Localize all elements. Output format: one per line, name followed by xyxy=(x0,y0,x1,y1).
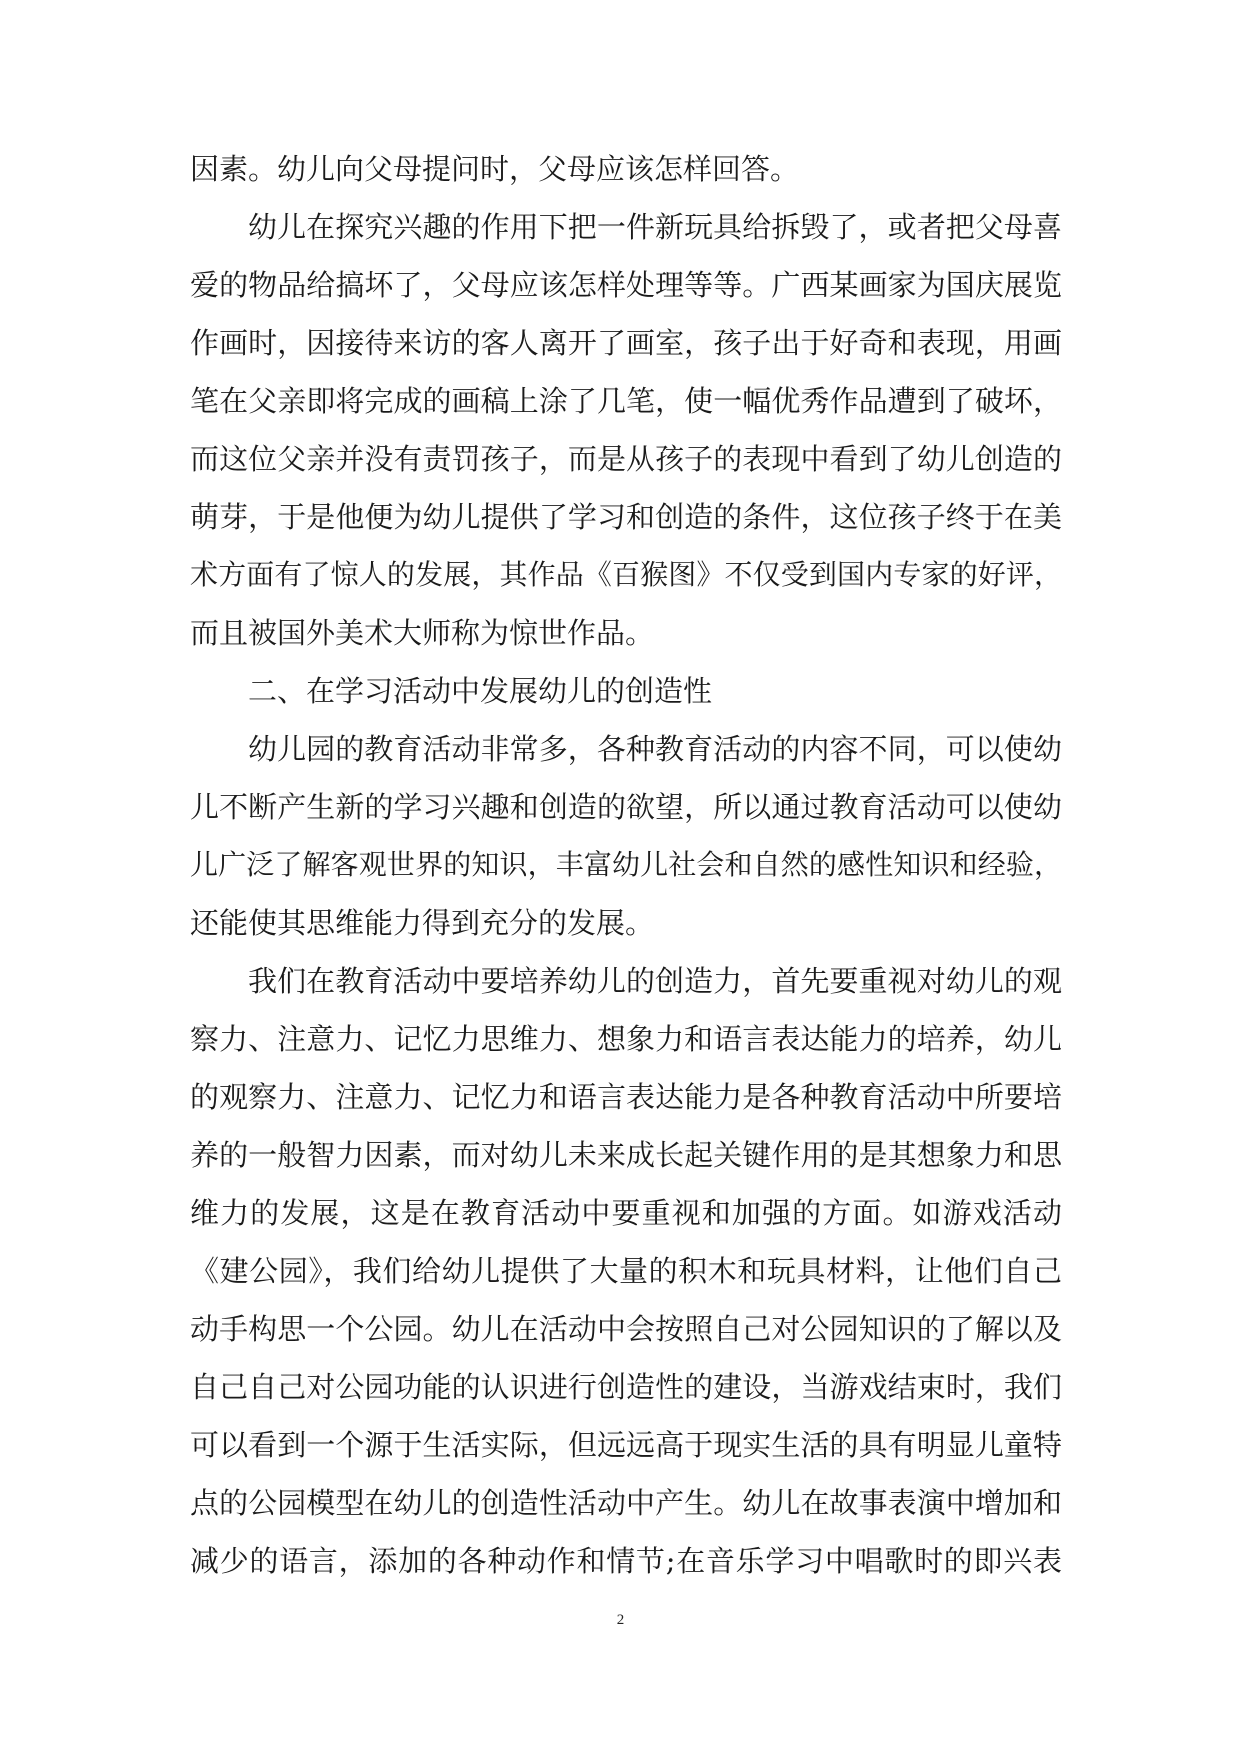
text-line: 术方面有了惊人的发展，其作品《百猴图》不仅受到国内专家的好评， xyxy=(190,558,1062,591)
text-line: 因素。幼儿向父母提问时，父母应该怎样回答。 xyxy=(190,152,800,186)
text-line: 可以看到一个源于生活实际，但远远高于现实生活的具有明显儿童特 xyxy=(190,1428,1062,1462)
text-line: 减少的语言，添加的各种动作和情节;在音乐学习中唱歌时的即兴表 xyxy=(190,1544,1062,1578)
text-line: 还能使其思维能力得到充分的发展。 xyxy=(190,906,655,940)
text-line: 儿广泛了解客观世界的知识，丰富幼儿社会和自然的感性知识和经验， xyxy=(190,848,1062,881)
text-line: 幼儿在探究兴趣的作用下把一件新玩具给拆毁了，或者把父母喜 xyxy=(248,210,1062,244)
text-line: 《建公园》，我们给幼儿提供了大量的积木和玩具材料，让他们自己 xyxy=(190,1254,1062,1288)
text-line: 自己自己对公园功能的认识进行创造性的建设，当游戏结束时，我们 xyxy=(190,1370,1062,1404)
document-body xyxy=(190,140,1062,1590)
text-line: 而这位父亲并没有责罚孩子，而是从孩子的表现中看到了幼儿创造的 xyxy=(190,442,1062,476)
text-line: 察力、注意力、记忆力思维力、想象力和语言表达能力的培养，幼儿 xyxy=(190,1022,1062,1056)
text-line: 点的公园模型在幼儿的创造性活动中产生。幼儿在故事表演中增加和 xyxy=(190,1486,1062,1520)
text-line: 维力的发展，这是在教育活动中要重视和加强的方面。如游戏活动 xyxy=(190,1196,1062,1230)
text-line: 的观察力、注意力、记忆力和语言表达能力是各种教育活动中所要培 xyxy=(190,1080,1062,1114)
text-line: 我们在教育活动中要培养幼儿的创造力，首先要重视对幼儿的观 xyxy=(248,964,1062,998)
text-line: 幼儿园的教育活动非常多，各种教育活动的内容不同，可以使幼 xyxy=(248,732,1062,766)
text-line: 而且被国外美术大师称为惊世作品。 xyxy=(190,616,655,650)
text-line: 萌芽，于是他便为幼儿提供了学习和创造的条件，这位孩子终于在美 xyxy=(190,500,1062,534)
text-line: 二、在学习活动中发展幼儿的创造性 xyxy=(248,674,713,708)
text-line: 作画时，因接待来访的客人离开了画室，孩子出于好奇和表现，用画 xyxy=(190,326,1062,360)
text-line: 儿不断产生新的学习兴趣和创造的欲望，所以通过教育活动可以使幼 xyxy=(190,790,1062,824)
page-number: 2 xyxy=(616,1612,625,1628)
text-line: 养的一般智力因素，而对幼儿未来成长起关键作用的是其想象力和思 xyxy=(190,1138,1062,1172)
text-line: 动手构思一个公园。幼儿在活动中会按照自己对公园知识的了解以及 xyxy=(190,1312,1062,1346)
text-line: 笔在父亲即将完成的画稿上涂了几笔，使一幅优秀作品遭到了破坏， xyxy=(190,384,1062,418)
text-line: 爱的物品给搞坏了，父母应该怎样处理等等。广西某画家为国庆展览 xyxy=(190,268,1062,302)
